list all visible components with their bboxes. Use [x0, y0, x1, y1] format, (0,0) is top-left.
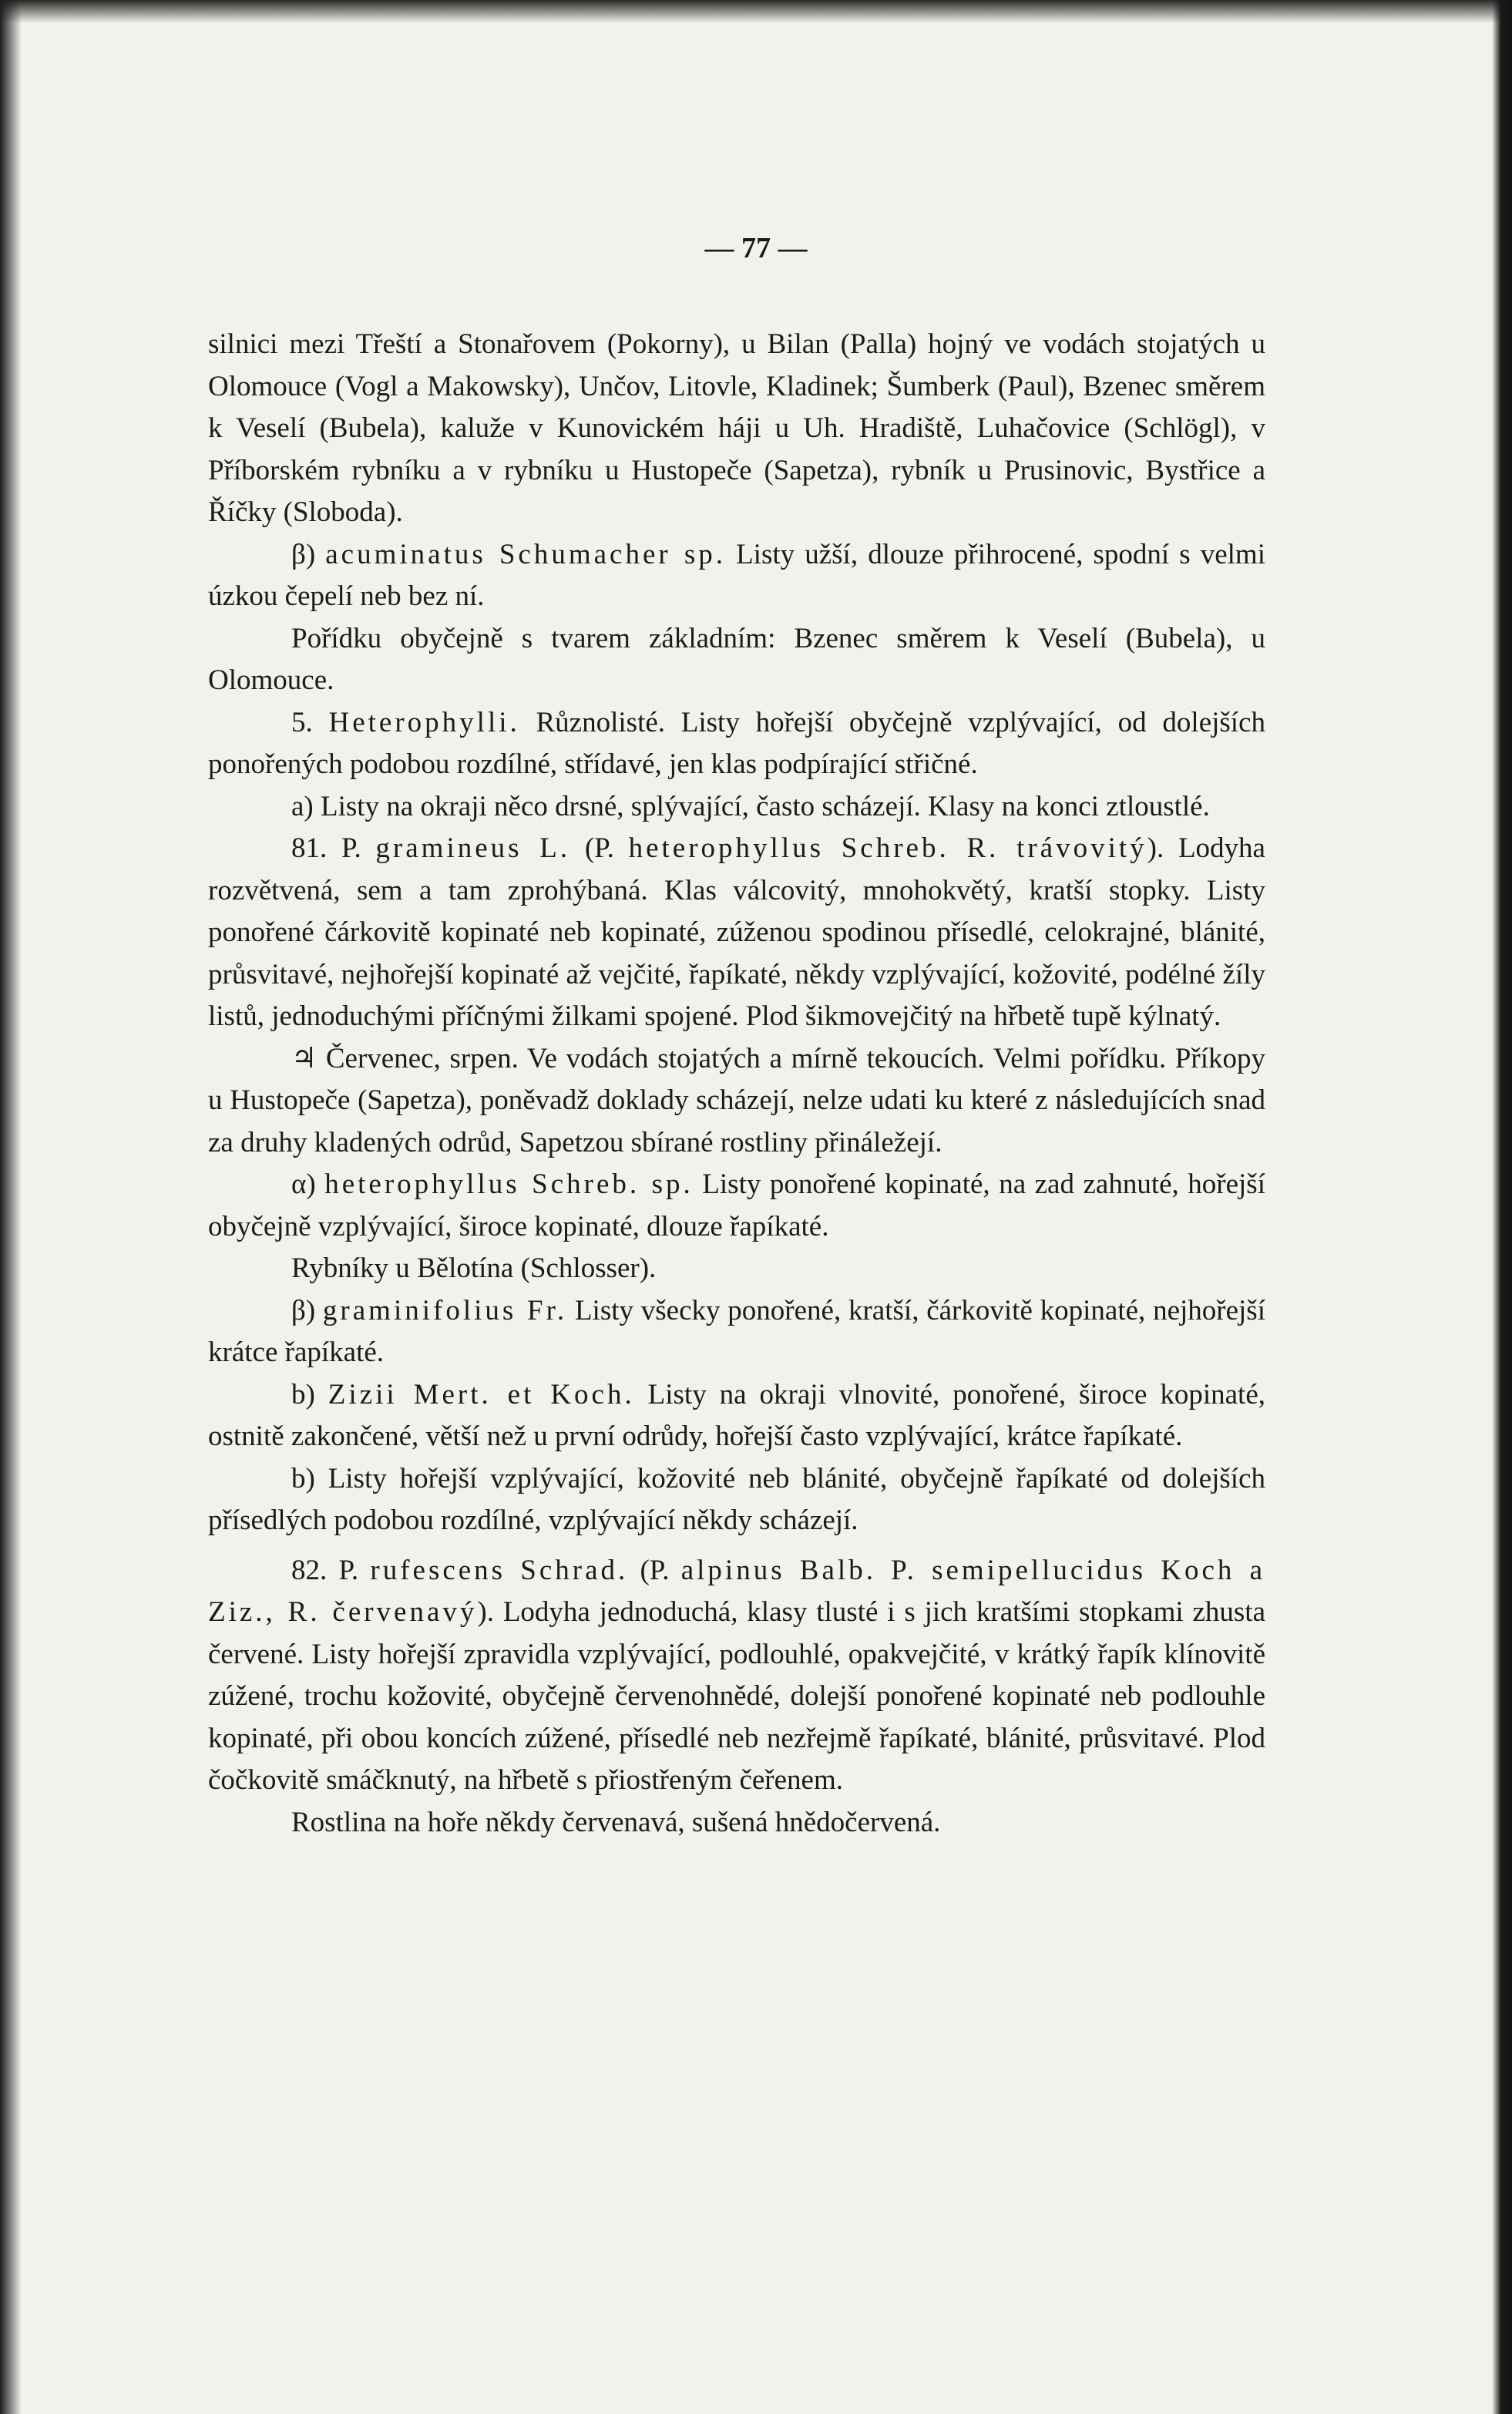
species-name: gramineus L.	[375, 832, 571, 864]
section-name: Heterophylli.	[328, 706, 520, 738]
paragraph-locality-belotin: Rybníky u Bělotína (Schlosser).	[291, 1252, 657, 1284]
variety-marker: α)	[291, 1168, 325, 1200]
species-number: 81. P.	[291, 832, 376, 864]
paragraph-species-81	[208, 828, 1265, 1038]
paragraph-plant-color: Rostlina na hoře někdy červenavá, sušená hnědočervená.	[291, 1806, 941, 1838]
description-text: Listy ponořené kopinaté, na zad zahnuté, hořejší obyčejně vzplývající, široce kopinaté, dlouze řapíkaté.	[208, 1168, 1265, 1242]
taxon-name: heterophyllus Schreb. sp.	[324, 1168, 694, 1200]
variety-marker: b)	[291, 1378, 328, 1410]
paragraph-variety-beta	[208, 1290, 1265, 1374]
scan-shadow-left	[0, 0, 22, 2414]
paragraph-locations-continued: silnici mezi Třeští a Stonařovem (Pokorny), u Bilan (Palla) hojný ve vodách stojatých u Olomouce (Vogl a Makowsky), Unčov, Litovle, Kladinek; Šumberk (Paul), Bzenec směrem k Veselí (Bubela), kaluže v Kunovickém háji u Uh. Hradiště, Luhačovice (Schlögl), v Příborském rybníku a v rybníku u Hustopeče (Sapetza), rybník u Prusinovic, Bystřice a Říčky (Sloboda).	[208, 328, 1265, 528]
description-text: Listy všecky ponořené, kratší, čárkovitě kopinaté, nejhořejší krátce řapíkaté.	[208, 1294, 1265, 1368]
description-text: Různolisté. Listy hořejší obyčejně vzplývající, od dolejších ponořených podobou rozdílné, střídavé, jen klas podpírající střičné.	[208, 706, 1266, 780]
paragraph-heterophylli	[208, 702, 1265, 786]
synonym-names: alpinus Balb. P. semipellucidus Koch a Ziz., R. červenavý	[208, 1554, 1265, 1628]
paragraph-zizii	[208, 1374, 1265, 1458]
taxon-name: graminifolius Fr.	[322, 1294, 568, 1326]
species-name: rufescens Schrad.	[370, 1554, 629, 1586]
taxon-name: Zizii Mert. et Koch.	[328, 1378, 635, 1410]
description-text: ). Lodyha jednoduchá, klasy tlusté i s jich kratšími stopkami zhusta červené. Listy hořejší zpravidla vzplývající, podlouhlé, opakvejčité, v krátký řapík klínovitě zúžené, trochu kožovité, obyčejně červenohnědé, dolejší ponořené kopinaté neb podlouhle kopinaté, při obou koncích zúžené, přísedlé neb nezřejmě řapíkaté, blánité, průsvitavé. Plod čočkovitě smáčknutý, na hřbetě s přiostřeným čeřenem.	[208, 1596, 1266, 1796]
taxon-name: acuminatus Schumacher sp.	[325, 538, 726, 570]
variety-marker: β)	[291, 1294, 323, 1326]
body-text	[208, 324, 1265, 1844]
synonym-names: heterophyllus Schreb. R. trávovitý	[628, 832, 1147, 864]
paragraph-occurrence: Pořídku obyčejně s tvarem základním: Bzenec směrem k Veselí (Bubela), u Olomouce.	[208, 622, 1265, 696]
description-text: Listy na okraji vlnovité, ponořené, široce kopinaté, ostnitě zakončené, větší než u první odrůdy, hořejší často vzplývající, krátce řapíkaté.	[208, 1378, 1265, 1452]
paragraph-acuminatus	[208, 534, 1265, 618]
paragraph-species-82	[208, 1550, 1265, 1802]
section-number: 5.	[291, 706, 329, 738]
scan-shadow-right	[1492, 0, 1512, 2414]
description-text: ). Lodyha rozvětvená, sem a tam zprohýbaná. Klas válcovitý, mnohokvětý, kratší stopky. Listy ponořené čárkovitě kopinaté neb kopinaté, zúženou spodinou přísedlé, celokrajné, blánité, průsvitavé, nejhořejší kopinaté až vejčité, řapíkaté, někdy vzplývající, kožovité, podélné žíly listů, jednoduchými příčnými žilkami spojené. Plod šikmovejčitý na hřbetě tupě kýlnatý.	[208, 832, 1265, 1032]
synonym-open: (P.	[570, 832, 629, 864]
variety-marker: β)	[291, 538, 326, 570]
paragraph-variety-alpha	[208, 1164, 1265, 1248]
synonym-open: (P.	[628, 1554, 681, 1586]
paragraph-subgroup-b: b) Listy hořejší vzplývající, kožovité neb blánité, obyčejně řapíkaté od dolejších přísedlých podobou rozdílné, vzplývající někdy scházejí.	[208, 1462, 1265, 1536]
species-number: 82. P.	[291, 1554, 371, 1586]
scan-shadow-top	[0, 0, 1512, 23]
paragraph-subgroup-a: a) Listy na okraji něco drsné, splývající, často scházejí. Klasy na konci ztloustlé.	[291, 790, 1210, 822]
description-text: Listy užší, dlouze přihrocené, spodní s velmi úzkou čepelí neb bez ní.	[208, 538, 1265, 612]
paragraph-habitat-81: ♃ Červenec, srpen. Ve vodách stojatých a mírně tekoucích. Velmi pořídku. Příkopy u Hustopeče (Sapetza), poněvadž doklady scházejí, nelze udati ku které z následujících snad za druhy kladených odrůd, Sapetzou sbírané rostliny přináležejí.	[208, 1042, 1265, 1158]
page-number: — 77 —	[704, 232, 808, 264]
